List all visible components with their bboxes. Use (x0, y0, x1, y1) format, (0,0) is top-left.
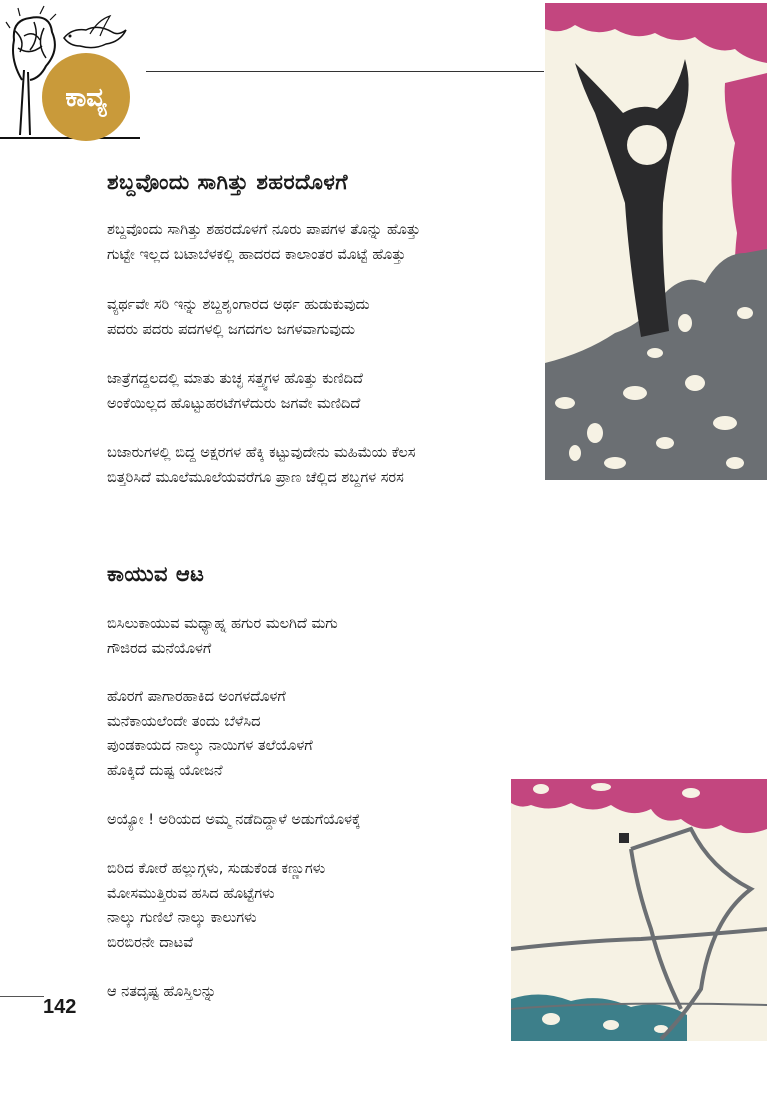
poem-line: ಅಯ್ಯೋ ! ಅರಿಯದ ಅಮ್ಮ ನಡೆದಿದ್ದಾಳೆ ಅಡುಗೆಯೊಳಕ್ಕೆ (107, 812, 361, 828)
line-drawing-art (511, 779, 767, 1041)
poem-line: ಮನೆಕಾಯಲೆಂದೇ ತಂದು ಬೆಳೆಸಿದ (107, 713, 261, 730)
poem-line: ಹೊಕ್ಕಿದೆ ದುಷ್ಟ ಯೋಜನೆ (107, 762, 223, 779)
stanza (107, 685, 313, 783)
bird-sketch-icon (64, 16, 126, 48)
poem-line: ಬಿತ್ತರಿಸಿದೆ ಮೂಲೆಮೂಲೆಯವರೆಗೂ ಪ್ರಾಣ ಚೆಲ್ಲಿದ ಶಬ್ದಗಳ ಸರಸ (107, 469, 404, 486)
axe-figure-art (545, 3, 767, 480)
poem-title: ಕಾಯುವ ಆಟ (107, 562, 205, 586)
poem-line: ನಾಲ್ಕು ಗುಣಿಲೆ ನಾಲ್ಕು ಕಾಲುಗಳು (107, 910, 257, 926)
poem-line: ಬಿಸಿಲುಕಾಯುವ ಮಧ್ಯಾಹ್ನ ಹಗುರ ಮಲಗಿದೆ ಮಗು (107, 616, 338, 632)
poem-line: ಆ ನತದೃಷ್ಟ ಹೊಸ್ತಿಲನ್ನು (107, 984, 217, 1000)
page-number: 142 (43, 996, 77, 1018)
stanza (107, 293, 370, 342)
poem-line: ಪದರು ಪದರು ಪದಗಳಲ್ಲಿ ಜಗದಗಲ ಜಗಳವಾಗುವುದು (107, 321, 355, 338)
poem-line: ಬಿರಬಿರನೇ ದಾಟವೆ (107, 934, 194, 951)
stanza (107, 980, 216, 1005)
tree-sketch-icon (0, 0, 146, 146)
poem-title: ಶಬ್ದವೊಂದು ಸಾಗಿತ್ತು ಶಹರದೊಳಗೆ (107, 170, 349, 194)
page-number-rule (0, 996, 44, 997)
poem-line: ಬಜಾರುಗಳಲ್ಲಿ ಬಿದ್ದ ಅಕ್ಷರಗಳ ಹೆಕ್ಕಿ ಕಟ್ಟುವುದೇನು ಮಹಿಮೆಯ ಕೆಲಸ (107, 445, 416, 461)
poem-line: ಗುಟ್ಟೇ ಇಲ್ಲದ ಬಟಾಬೆಳಕಲ್ಲಿ ಹಾದರದ ಕಾಲಾಂತರ ಮೊಟ್ಟೆ ಹೊತ್ತು (107, 246, 406, 263)
kavya-section-logo (0, 0, 146, 146)
poem-line: ವ್ಯರ್ಥವೇ ಸರಿ ಇನ್ನು ಶಬ್ದಶೃಂಗಾರದ ಅರ್ಥ ಹುಡುಕುವುದು (107, 297, 370, 313)
stanza (107, 367, 363, 416)
logo-text: ಕಾವ್ಯ (65, 83, 107, 113)
stanza (107, 218, 420, 267)
poem-line: ಅಂಕೆಯಿಲ್ಲದ ಹೊಟ್ಟುಹರಟೆಗಳೆದುರು ಜಗವೇ ಮಣಿದಿದೆ (107, 395, 361, 412)
stanza (107, 808, 361, 833)
poem-line: ಜಾತ್ರೆಗದ್ದಲದಲ್ಲಿ ಮಾತು ತುಚ್ಛ ಸತ್ತ್ವಗಳ ಹೊತ್ತು ಕುಣಿದಿದೆ (107, 371, 364, 387)
poem-line: ಶಬ್ದವೊಂದು ಸಾಗಿತ್ತು ಶಹರದೊಳಗೆ ನೂರು ಪಾಪಗಳ ತೊನ್ನು ಹೊತ್ತು (107, 222, 421, 238)
poem-line: ಪುಂಡಕಾಯದ ನಾಲ್ಕು ನಾಯಿಗಳ ತಲೆಯೊಳಗೆ (107, 738, 313, 754)
header-rule (146, 71, 544, 72)
poem-line: ಗೌಜಿರದ ಮನೆಯೊಳಗೆ (107, 640, 212, 657)
stanza (107, 612, 338, 661)
poem-line: ಬಿರಿದ ಕೋರೆ ಹಲ್ಲುಗ್ಗಳು, ಸುಡುಕೆಂಡ ಕಣ್ಣುಗಳು (107, 861, 326, 877)
stanza (107, 857, 325, 955)
poem-line: ಹೊರಗೆ ಪಾಗಾರಹಾಕಿದ ಅಂಗಳದೊಳಗೆ (107, 689, 286, 705)
poem-line: ಮೋಸಮುತ್ತಿರುವ ಹಸಿದ ಹೊಟ್ಟೆಗಳು (107, 885, 275, 902)
stanza (107, 441, 416, 490)
